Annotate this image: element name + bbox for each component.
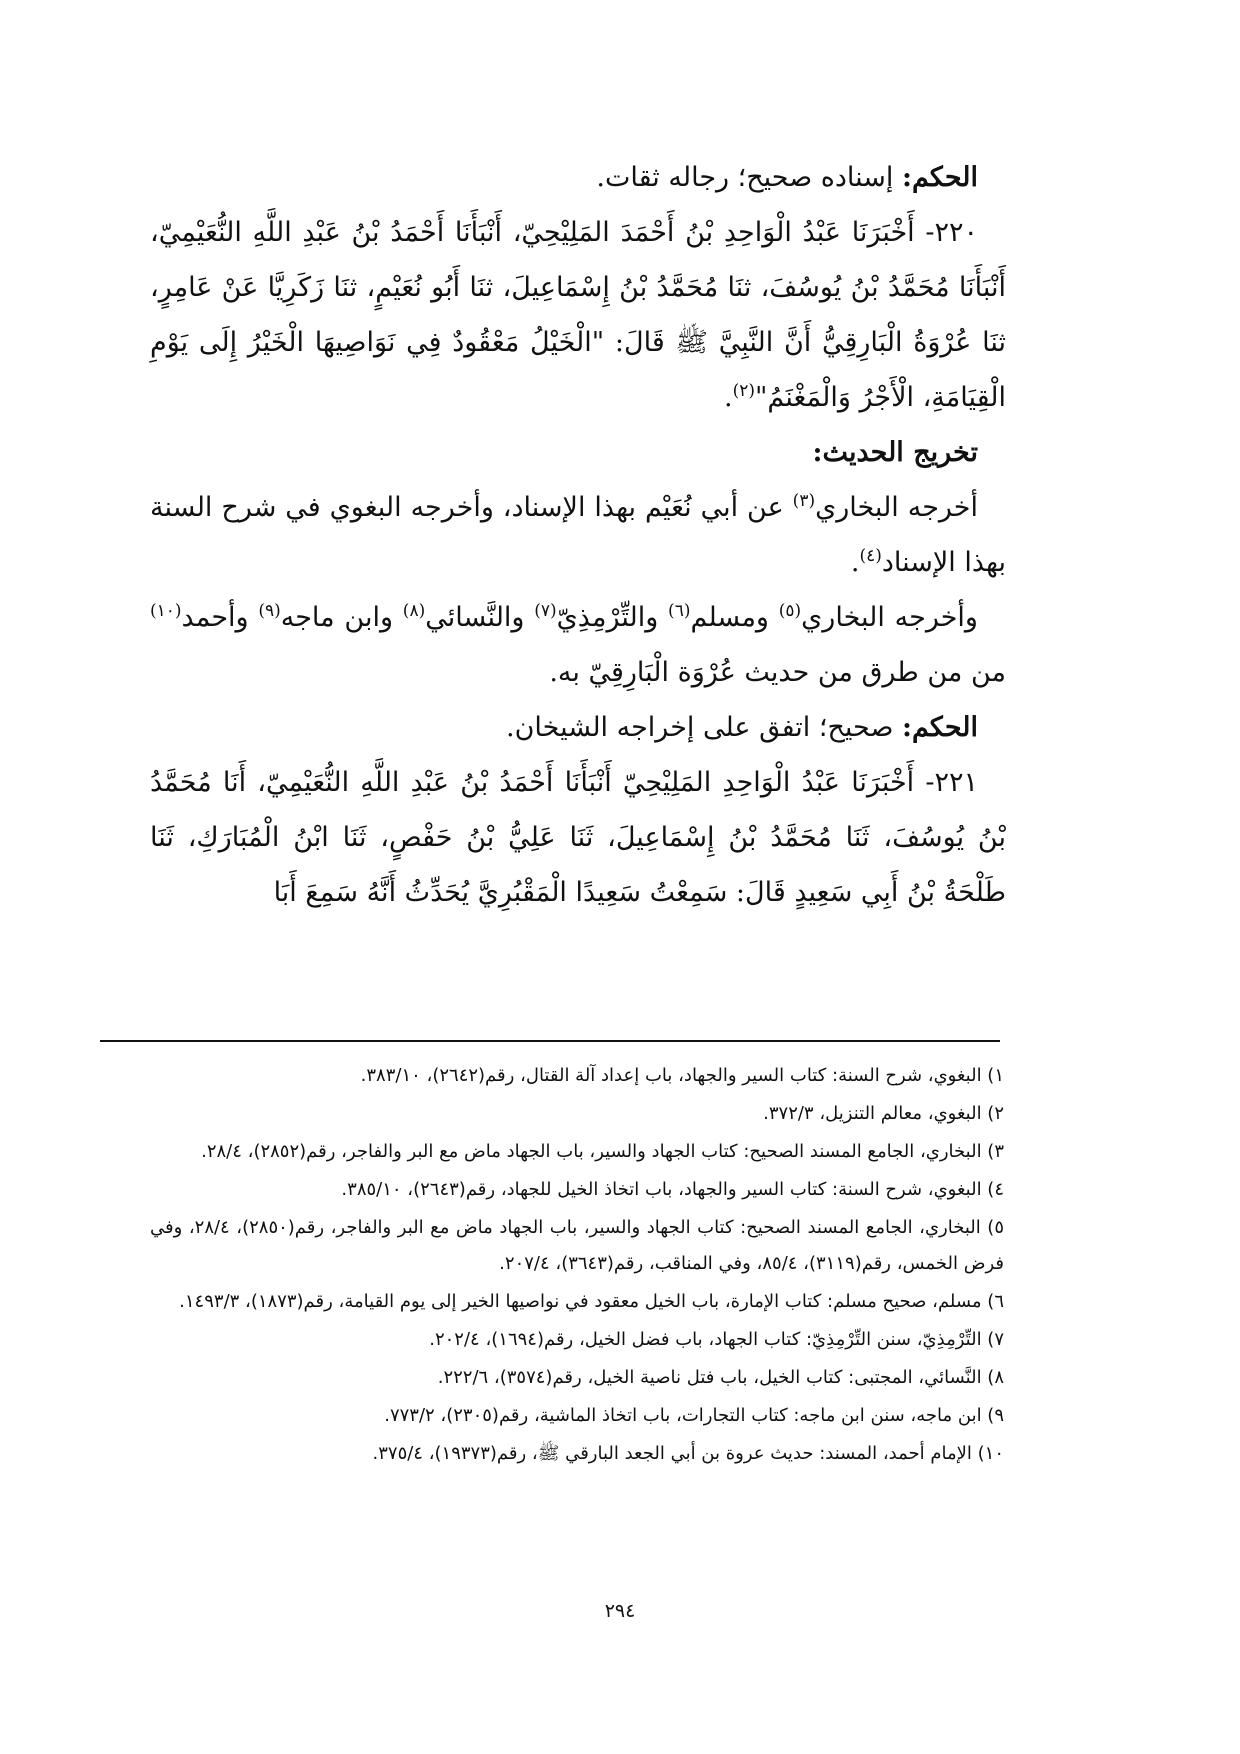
footnote-ref: (٤) — [859, 546, 882, 566]
footnote-6: ٦) مسلم، صحيح مسلم: كتاب الإمارة، باب الخيل معقود في نواصيها الخير إلى يوم القيامة، رقم(١٨٧٣)، ١٤٩٣/٣. — [179, 1291, 1004, 1312]
footnote-10: ١٠) الإمام أحمد، المسند: حديث عروة بن أبي الجعد البارقي ﷺ، رقم(١٩٣٧٣)، ٣٧٥/٤. — [372, 1443, 1004, 1464]
sentence-end: . — [850, 547, 860, 578]
ruling-paragraph-2 — [150, 700, 1006, 755]
footnote-4: ٤) البغوي، شرح السنة: كتاب السير والجهاد، باب اتخاذ الخيل للجهاد، رقم(٢٦٤٣)، ٣٨٥/١٠. — [341, 1179, 1004, 1200]
footnote-ref: (١٠) — [150, 601, 182, 621]
text-span: وأحمد — [181, 602, 259, 633]
ruling-label: الحكم: — [901, 712, 978, 743]
footnote-ref: (٧) — [534, 601, 557, 621]
text-span: عن أبي نُعَيْم بهذا الإسناد، وأخرجه البغوي في شرح السنة بهذا الإسناد — [150, 492, 1006, 578]
text-span: وابن ماجه — [280, 602, 403, 633]
section-heading: تخريج الحديث: — [812, 437, 978, 468]
footnote-2: ٢) البغوي، معالم التنزيل، ٣٧٢/٣. — [763, 1103, 1004, 1124]
page-number: ٢٩٤ — [604, 1600, 636, 1622]
footnote-separator — [100, 1040, 1000, 1042]
hadith-220-text: ٢٢٠- أَخْبَرَنَا عَبْدُ الْوَاحِدِ بْنُ أَحْمَدَ المَلِيْحِيّ، أَنْبَأَنَا أَحْمَدُ بْنُ عَبْدِ اللَّهِ النُّعَيْمِيّ، أَنْبَأَنَا مُحَمَّدُ بْنُ يُوسُفَ، ثنَا مُحَمَّدُ بْنُ إِسْمَاعِيلَ، ثنَا أَبُو نُعَيْمٍ، ثنَا زَكَرِيَّا عَنْ عَامِرٍ، ثنَا عُرْوَةُ الْبَارِقِيُّ أَنَّ النَّبِيَّ ﷺ قَالَ: "الْخَيْلُ مَعْقُودٌ فِي نَوَاصِيهَا الْخَيْرُ إِلَى يَوْمِ الْقِيَامَةِ، الْأَجْرُ وَالْمَغْنَمُ" — [150, 217, 1006, 413]
ruling-text: صحيح؛ اتفق على إخراجه الشيخان. — [506, 712, 902, 743]
text-span: من من طرق من حديث عُرْوَة الْبَارِقِيّ به. — [549, 657, 1006, 688]
footnotes — [150, 1058, 1006, 1474]
footnote-9: ٩) ابن ماجه، سنن ابن ماجه: كتاب التجارات، باب اتخاذ الماشية، رقم(٢٣٠٥)، ٧٧٣/٢. — [384, 1405, 1004, 1426]
footnote-8: ٨) النَّسائي، المجتبى: كتاب الخيل، باب فتل ناصية الخيل، رقم(٣٥٧٤)، ٢٢٢/٦. — [437, 1367, 1004, 1388]
text-span: وأخرجه البخاري — [801, 602, 978, 633]
footnote-ref: (٩) — [258, 601, 281, 621]
footnote-3: ٣) البخاري، الجامع المسند الصحيح: كتاب الجهاد والسير، باب الجهاد ماض مع البر والفاجر، رقم(٢٨٥٢)، ٢٨/٤. — [201, 1141, 1004, 1162]
hadith-220-paragraph — [150, 205, 1006, 425]
ruling-label: الحكم: — [901, 162, 978, 193]
text-span: ومسلم — [690, 602, 779, 633]
footnote-ref: (٥) — [778, 601, 802, 621]
text-span: أخرجه البخاري — [815, 492, 978, 523]
text-span: والنَّسائي — [425, 602, 535, 633]
footnote-5: ٥) البخاري، الجامع المسند الصحيح: كتاب الجهاد والسير، باب الجهاد ماض مع البر والفاجر، رقم(٢٨٥٠)، ٢٨/٤، وفي فرض الخمس، رقم(٣١١٩)، ٨٥/٤، وفي المناقب، رقم(٣٦٤٣)، ٢٠٧/٤. — [150, 1217, 1004, 1274]
takhrij-paragraph-2 — [150, 590, 1006, 700]
footnote-ref: (٣) — [792, 491, 816, 511]
ruling-paragraph-1 — [150, 150, 1006, 205]
footnote-7: ٧) التِّرْمِذِيّ، سنن التِّرْمِذِيّ: كتاب الجهاد، باب فضل الخيل، رقم(١٦٩٤)، ٢٠٢/٤. — [429, 1329, 1004, 1350]
footnote-ref: (٢) — [732, 381, 755, 401]
ruling-text: إسناده صحيح؛ رجاله ثقات. — [596, 162, 902, 193]
footnote-1: ١) البغوي، شرح السنة: كتاب السير والجهاد، باب إعداد آلة القتال، رقم(٢٦٤٢)، ٣٨٣/١٠. — [360, 1065, 1004, 1086]
footnote-ref: (٦) — [668, 601, 691, 621]
main-text — [150, 150, 1006, 920]
hadith-221-paragraph: ٢٢١- أَخْبَرَنَا عَبْدُ الْوَاحِدِ المَلِيْحِيّ أَنْبَأَنَا أَحْمَدُ بْنُ عَبْدِ اللَّهِ النُّعَيْمِيّ، أَنَا مُحَمَّدُ بْنُ يُوسُفَ، ثَنَا مُحَمَّدُ بْنُ إِسْمَاعِيلَ، ثَنَا عَلِيُّ بْنُ حَفْصٍ، ثَنَا ابْنُ الْمُبَارَكِ، ثَنَا طَلْحَةُ بْنُ أَبِي سَعِيدٍ قَالَ: سَمِعْتُ سَعِيدًا الْمَقْبُرِيَّ يُحَدِّثُ أَنَّهُ سَمِعَ أَبَا — [150, 767, 1006, 908]
sentence-end: . — [723, 382, 733, 413]
text-span: والتِّرْمِذِيّ — [556, 602, 669, 633]
takhrij-paragraph-1 — [150, 480, 1006, 590]
footnote-ref: (٨) — [402, 601, 426, 621]
